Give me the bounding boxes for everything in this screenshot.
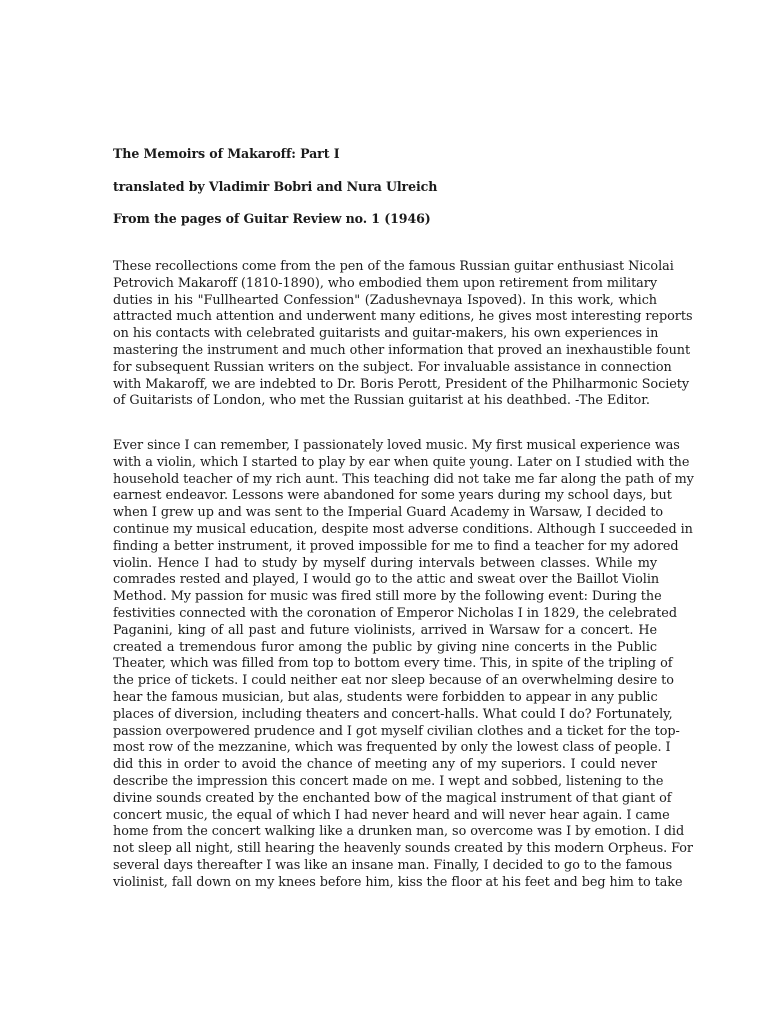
body-line: not sleep all night, still hearing the heavenly sounds created by this modern Orpheus. For (113, 841, 694, 857)
body-line: home from the concert walking like a drunken man, so overcome was I by emotion. I did (113, 824, 685, 840)
body-line: concert music, the equal of which I had never heard and will never hear again. I came (113, 807, 670, 823)
intro-line: of Guitarists of London, who met the Russian guitarist at his deathbed. -The Editor. (113, 393, 650, 409)
body-line: Method. My passion for music was fired still more by the following event: During the (113, 589, 662, 605)
intro-line: on his contacts with celebrated guitarists and guitar-makers, his own experiences in (113, 326, 659, 342)
body-line: hear the famous musician, but alas, students were forbidden to appear in any public (113, 689, 658, 705)
source-credit: From the pages of Guitar Review no. 1 (1946) (113, 211, 431, 226)
intro-line: with Makaroff, we are indebted to Dr. Boris Perott, President of the Philharmonic Society (113, 376, 690, 392)
body-line: with a violin, which I started to play by ear when quite young. Later on I studied with the (113, 454, 690, 470)
intro-line: attracted much attention and underwent many editions, he gives most interesting reports (113, 309, 693, 325)
intro-line: Petrovich Makaroff (1810-1890), who embodied them upon retirement from military (113, 275, 657, 291)
body-line: household teacher of my rich aunt. This teaching did not take me far along the path of my (113, 471, 694, 487)
intro-line: duties in his "Fullhearted Confession" (Zadushevnaya Ispoved). In this work, which (113, 292, 657, 308)
body-line: describe the impression this concert made on me. I wept and sobbed, listening to the (113, 773, 664, 789)
body-line: most row of the mezzanine, which was frequented by only the lowest class of people. I (113, 740, 671, 756)
body-line: Theater, which was filled from top to bottom every time. This, in spite of the tripling of (113, 656, 673, 672)
memoir-body (113, 438, 694, 892)
body-line: several days thereafter I was like an insane man. Finally, I decided to go to the famous (113, 857, 673, 873)
body-line: violinist, fall down on my knees before him, kiss the floor at his feet and beg him to take (113, 874, 683, 890)
intro-line: mastering the instrument and much other information that proved an inexhaustible fount (113, 342, 691, 358)
body-line: divine sounds created by the enchanted bow of the magical instrument of that giant of (113, 790, 672, 806)
document-title: The Memoirs of Makaroff: Part I (113, 146, 340, 161)
body-line: when I grew up and was sent to the Imperial Guard Academy in Warsaw, I decided to (113, 505, 664, 521)
intro-line: These recollections come from the pen of the famous Russian guitar enthusiast Nicolai (113, 259, 674, 274)
body-line: festivities connected with the coronation of Emperor Nicholas I in 1829, the celebrated (113, 605, 677, 621)
body-line: Ever since I can remember, I passionately loved music. My first musical experience was (113, 438, 680, 453)
body-line: did this in order to avoid the chance of meeting any of my superiors. I could never (113, 757, 657, 773)
body-line: created a tremendous furor among the public by giving nine concerts in the Public (113, 639, 657, 655)
body-line: continue my musical education, despite most adverse conditions. Although I succeeded in (113, 521, 693, 537)
translator-credit: translated by Vladimir Bobri and Nura Ulreich (113, 179, 438, 194)
editor-introduction (113, 259, 693, 410)
body-line: earnest endeavor. Lessons were abandoned for some years during my school days, but (113, 488, 672, 504)
intro-line: for subsequent Russian writers on the subject. For invaluable assistance in connection (113, 359, 672, 375)
body-line: the price of tickets. I could neither eat nor sleep because of an overwhelming desire to (113, 673, 674, 689)
body-line: passion overpowered prudence and I got myself civilian clothes and a ticket for the top- (113, 723, 680, 739)
body-line: violin. Hence I had to study by myself during intervals between classes. While my (113, 555, 657, 571)
body-line: comrades rested and played, I would go to the attic and sweat over the Baillot Violin (113, 572, 660, 588)
body-line: Paganini, king of all past and future violinists, arrived in Warsaw for a concert. He (113, 622, 657, 638)
body-line: places of diversion, including theaters and concert-halls. What could I do? Fortunately, (113, 706, 673, 722)
body-line: finding a better instrument, it proved impossible for me to find a teacher for my adored (113, 538, 679, 554)
